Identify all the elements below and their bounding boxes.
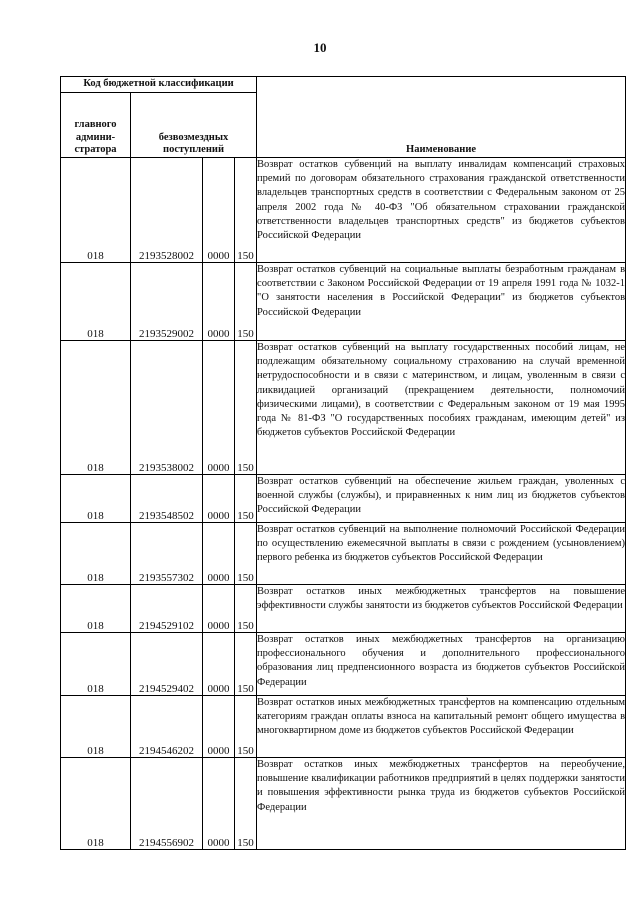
table-row	[61, 523, 626, 585]
header-receipts: безвозмездных поступлений	[131, 93, 257, 158]
admin-code-cell: 018	[61, 633, 131, 696]
kind-code-cell: 150	[235, 475, 257, 523]
header-group-title: Код бюджетной классификации	[61, 77, 257, 93]
kind-code-cell: 150	[235, 633, 257, 696]
name-cell: Возврат остатков субвенций на выплату государственных пособий лицам, не подлежащим обязательному социальному страхованию на случай временной нетрудоспособности и в связи с материнством, и лицам, уволенным в связи с ликвидацией организаций (прекращением деятельности, полномочий физическими лицами), в соответствии с Федеральным законом от 19 мая 1995 года № 81-ФЗ "О государственных пособиях гражданам, имеющим детей" из бюджетов субъектов Российской Федерации	[257, 341, 626, 475]
name-cell: Возврат остатков субвенций на социальные выплаты безработным гражданам в соответствии с Законом Российской Федерации от 19 апреля 1991 года № 1032-1 "О занятости населения в Российской Федерации" из бюджетов субъектов Российской Федерации	[257, 263, 626, 341]
admin-code-cell: 018	[61, 758, 131, 850]
name-cell: Возврат остатков иных межбюджетных трансфертов на повышение эффективности службы занятости из бюджетов субъектов Российской Федерации	[257, 585, 626, 633]
table-row	[61, 585, 626, 633]
receipts-code-cell: 2193548502	[131, 475, 203, 523]
admin-code-cell: 018	[61, 341, 131, 475]
header-name: Наименование	[257, 77, 626, 158]
admin-code-cell: 018	[61, 585, 131, 633]
subcode-cell: 0000	[203, 341, 235, 475]
admin-code-cell: 018	[61, 158, 131, 263]
kind-code-cell: 150	[235, 523, 257, 585]
receipts-code-cell: 2194556902	[131, 758, 203, 850]
subcode-cell: 0000	[203, 633, 235, 696]
receipts-code-cell: 2194529102	[131, 585, 203, 633]
budget-classification-table	[60, 76, 626, 850]
table-row	[61, 158, 626, 263]
name-cell: Возврат остатков иных межбюджетных трансфертов на переобучение, повышение квалификации работников предприятий в целях поддержки занятости и повышения эффективности рынка труда из бюджетов субъектов Российской Федерации	[257, 758, 626, 850]
subcode-cell: 0000	[203, 158, 235, 263]
kind-code-cell: 150	[235, 696, 257, 758]
admin-code-cell: 018	[61, 696, 131, 758]
name-cell: Возврат остатков иных межбюджетных трансфертов на организацию профессионального обучения и дополнительного профессионального образования лиц предпенсионного возраста из бюджетов субъектов Российской Федерации	[257, 633, 626, 696]
admin-code-cell: 018	[61, 263, 131, 341]
admin-code-cell: 018	[61, 523, 131, 585]
kind-code-cell: 150	[235, 341, 257, 475]
kind-code-cell: 150	[235, 758, 257, 850]
kind-code-cell: 150	[235, 585, 257, 633]
table-row	[61, 475, 626, 523]
receipts-code-cell: 2194546202	[131, 696, 203, 758]
receipts-code-cell: 2193528002	[131, 158, 203, 263]
subcode-cell: 0000	[203, 523, 235, 585]
table-row	[61, 341, 626, 475]
name-cell: Возврат остатков субвенций на выполнение полномочий Российской Федерации по осуществлению ежемесячной выплаты в связи с рождением (усыновлением) первого ребенка из бюджетов субъектов Российской Федерации	[257, 523, 626, 585]
table-row	[61, 758, 626, 850]
table-row	[61, 633, 626, 696]
receipts-code-cell: 2193529002	[131, 263, 203, 341]
kind-code-cell: 150	[235, 263, 257, 341]
subcode-cell: 0000	[203, 585, 235, 633]
header-admin: главного админи-стратора	[61, 93, 131, 158]
subcode-cell: 0000	[203, 475, 235, 523]
table-row	[61, 263, 626, 341]
receipts-code-cell: 2193557302	[131, 523, 203, 585]
subcode-cell: 0000	[203, 696, 235, 758]
page-number: 10	[313, 40, 327, 55]
table-row	[61, 696, 626, 758]
admin-code-cell: 018	[61, 475, 131, 523]
table-body	[61, 158, 626, 850]
receipts-code-cell: 2193538002	[131, 341, 203, 475]
receipts-code-cell: 2194529402	[131, 633, 203, 696]
name-cell: Возврат остатков субвенций на обеспечение жильем граждан, уволенных с военной службы (службы), и приравненных к ним лиц из бюджетов субъектов Российской Федерации	[257, 475, 626, 523]
name-cell: Возврат остатков иных межбюджетных трансфертов на компенсацию отдельным категориям граждан оплаты взноса на капитальный ремонт общего имущества в многоквартирном доме из бюджетов субъектов Российской Федерации	[257, 696, 626, 758]
name-cell: Возврат остатков субвенций на выплату инвалидам компенсаций страховых премий по договорам обязательного страхования гражданской ответственности владельцев транспортных средств в соответствии с Федеральным законом от 25 апреля 2002 года № 40-ФЗ "Об обязательном страховании гражданской ответственности владельцев транспортных средств" из бюджетов субъектов Российской Федерации	[257, 158, 626, 263]
subcode-cell: 0000	[203, 758, 235, 850]
subcode-cell: 0000	[203, 263, 235, 341]
kind-code-cell: 150	[235, 158, 257, 263]
